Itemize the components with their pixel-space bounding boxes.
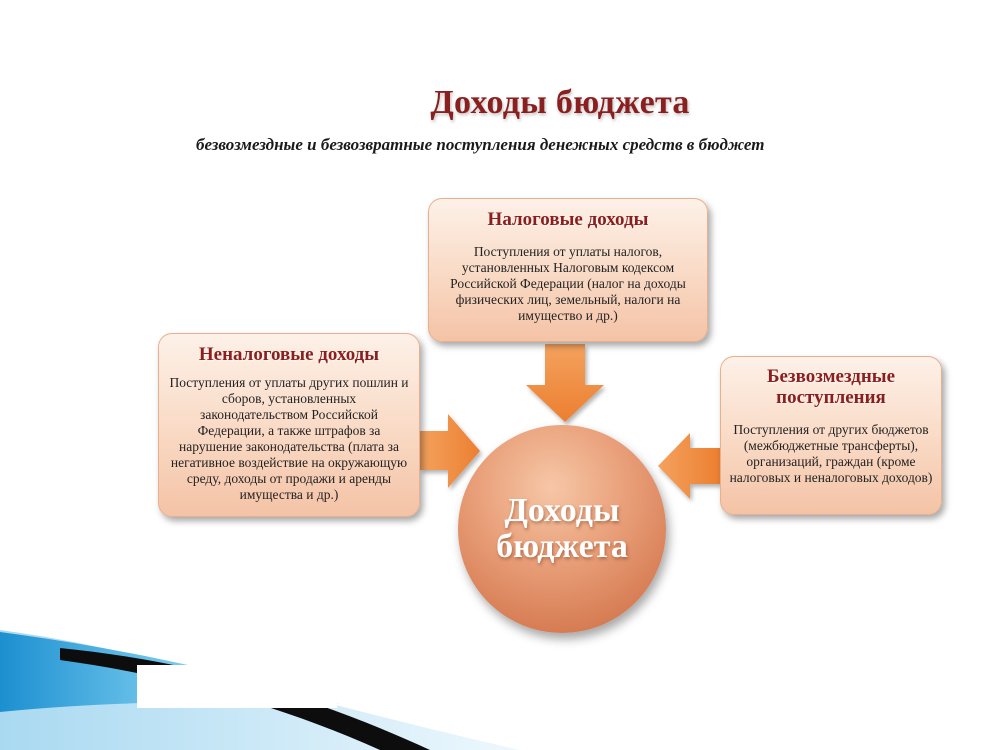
budget-revenue-label: Доходы бюджета — [496, 492, 628, 565]
slide-title: Доходы бюджета — [430, 84, 690, 121]
nontax-revenue-box — [158, 333, 420, 517]
nontax-revenue-text: Поступления от уплаты других пошлин и сборов, установленных законодательством Российской Федерации, а также штрафов за нарушение законодательства (плата за негативное воздействие на окружающую среду, доходы от продажи и аренды имущества и др.) — [169, 375, 409, 502]
nontax-revenue-heading: Неналоговые доходы — [198, 344, 380, 365]
arrow-down-icon — [526, 344, 604, 422]
tax-revenue-heading: Налоговые доходы — [487, 209, 649, 230]
budget-revenue-circle — [458, 425, 666, 633]
gratuitous-receipts-box — [720, 356, 942, 515]
slide-subtitle: безвозмездные и безвозвратные поступления денежных средств в бюджет — [196, 135, 765, 154]
tax-revenue-text: Поступления от уплаты налогов, установленных Налоговым кодексом Российской Федерации (налог на доходы физических лиц, земельный, налоги на имущество и др.) — [450, 244, 686, 323]
gratuitous-receipts-heading: Безвозмездные поступления — [766, 366, 896, 408]
tax-revenue-box — [428, 198, 708, 342]
gratuitous-receipts-text: Поступления от других бюджетов (межбюджетные трансферты), организаций, граждан (кроме налоговых и неналоговых доходов) — [729, 422, 933, 485]
arrow-left-icon — [658, 433, 720, 499]
